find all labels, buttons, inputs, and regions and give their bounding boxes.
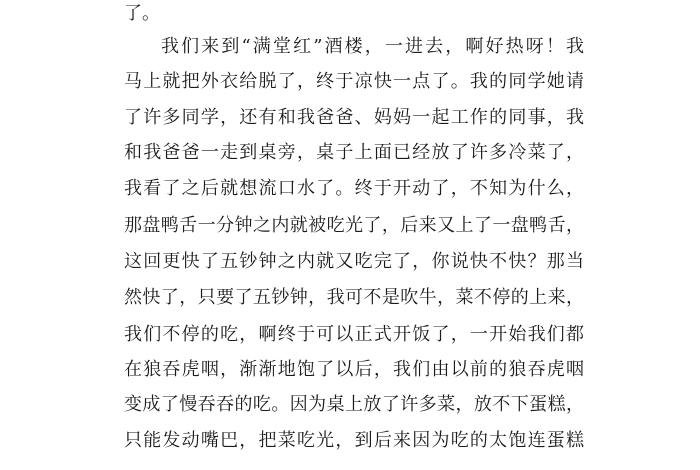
text-line-3: 马上就把外衣给脱了，终于凉快一点了。我的同学她请: [124, 71, 584, 92]
text-line-5: 和我爸爸一走到桌旁，桌子上面已经放了许多冷菜了，: [124, 142, 584, 163]
text-line-4: 了许多同学，还有和我爸爸、妈妈一起工作的同事，我: [124, 107, 584, 128]
text-line-12: 变成了慢吞吞的吃。因为桌上放了许多菜，放不下蛋糕，: [124, 394, 584, 415]
paragraph-first-line: 我们来到“满堂红”酒楼，一进去，啊好热呀！我: [161, 36, 584, 57]
text-line-10: 我们不停的吃，啊终于可以正式开饭了，一开始我们都: [124, 324, 584, 345]
text-line-1: 了。: [124, 3, 160, 24]
text-line-6: 我看了之后就想流口水了。终于开动了，不知为什么，: [124, 178, 584, 199]
text-line-7: 那盘鸭舌一分钟之内就被吃光了，后来又上了一盘鸭舌，: [124, 215, 584, 236]
text-line-11: 在狼吞虎咽，渐渐地饱了以后，我们由以前的狼吞虎咽: [124, 359, 584, 380]
text-line-13: 只能发动嘴巴，把菜吃光，到后来因为吃的太饱连蛋糕: [124, 430, 584, 451]
text-line-9: 然快了，只要了五钞钟，我可不是吹牛，菜不停的上来，: [124, 287, 584, 308]
text-line-8: 这回更快了五钞钟之内就又吃完了，你说快不快？那当: [124, 251, 584, 272]
